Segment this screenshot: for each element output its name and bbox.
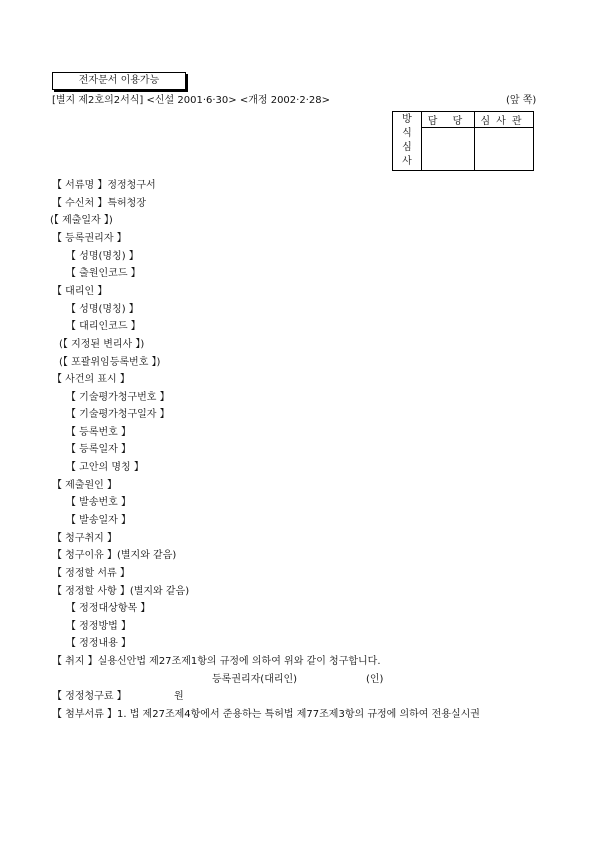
field-recipient: 【 수신처 】특허청장 bbox=[52, 198, 146, 209]
field-technical-evaluation-date: 【 기술평가청구일자 】 bbox=[66, 409, 170, 420]
approval-vertical-label: 방 식 심 사 bbox=[393, 112, 422, 171]
approval-header-staff: 담 당 bbox=[422, 112, 475, 128]
field-correction-fee: 【 정정청구료 】 bbox=[52, 691, 127, 702]
field-agent-code: 【 대리인코드 】 bbox=[66, 321, 141, 332]
field-dispatch-date: 【 발송일자 】 bbox=[66, 515, 131, 526]
field-general-power-number: (【 포괄위임등록번호 】) bbox=[59, 357, 161, 368]
form-header-left: [별지 제2호의2서식] <신설 2001·6·30> <개정 2002·2·28> bbox=[52, 95, 330, 106]
approval-stamp-box bbox=[392, 111, 534, 171]
field-device-title: 【 고안의 명칭 】 bbox=[66, 462, 144, 473]
field-applicant-code: 【 출원인코드 】 bbox=[66, 268, 141, 279]
field-purport: 【 취지 】실용신안법 제27조제1항의 규정에 의하여 위와 같이 청구합니다. bbox=[52, 656, 381, 667]
field-case-indication: 【 사건의 표시 】 bbox=[52, 374, 130, 385]
field-agent-name: 【 성명(명칭) 】 bbox=[66, 304, 139, 315]
field-claim-reason: 【 청구이유 】(별지와 같음) bbox=[52, 550, 177, 561]
field-holder-name: 【 성명(명칭) 】 bbox=[66, 251, 139, 262]
field-designated-patent-attorney: (【 지정된 변리사 】) bbox=[59, 339, 145, 350]
electronic-document-badge: 전자문서 이용가능 bbox=[52, 72, 186, 90]
field-registration-date: 【 등록일자 】 bbox=[66, 444, 131, 455]
field-matter-to-correct: 【 정정할 사항 】(별지와 같음) bbox=[52, 586, 190, 597]
signature-seal: (인) bbox=[366, 674, 384, 685]
field-document-to-correct: 【 정정할 서류 】 bbox=[52, 568, 130, 579]
field-submission-cause: 【 제출원인 】 bbox=[52, 480, 117, 491]
field-document-name: 【 서류명 】정정청구서 bbox=[52, 180, 156, 191]
field-correction-method: 【 정정방법 】 bbox=[66, 621, 131, 632]
field-attachments: 【 첨부서류 】1. 법 제27조제4항에서 준용하는 특허법 제77조제3항의 규정에 의하여 전용실시권 bbox=[52, 709, 480, 720]
field-claim-purpose: 【 청구취지 】 bbox=[52, 533, 117, 544]
field-correction-content: 【 정정내용 】 bbox=[66, 638, 131, 649]
field-agent: 【 대리인 】 bbox=[52, 286, 108, 297]
approval-signature-examiner bbox=[475, 128, 534, 171]
field-submission-date: (【 제출일자 】) bbox=[50, 215, 113, 226]
signature-label: 등록권리자(대리인) bbox=[212, 674, 298, 685]
field-correction-target-item: 【 정정대상항목 】 bbox=[66, 603, 151, 614]
field-registration-number: 【 등록번호 】 bbox=[66, 427, 131, 438]
field-registered-right-holder: 【 등록권리자 】 bbox=[52, 233, 127, 244]
field-technical-evaluation-number: 【 기술평가청구번호 】 bbox=[66, 392, 170, 403]
form-header-right: (앞 쪽) bbox=[506, 95, 537, 106]
field-dispatch-number: 【 발송번호 】 bbox=[66, 497, 131, 508]
approval-header-examiner: 심사관 bbox=[475, 112, 534, 128]
approval-signature-staff bbox=[422, 128, 475, 171]
fee-unit: 원 bbox=[174, 691, 184, 702]
